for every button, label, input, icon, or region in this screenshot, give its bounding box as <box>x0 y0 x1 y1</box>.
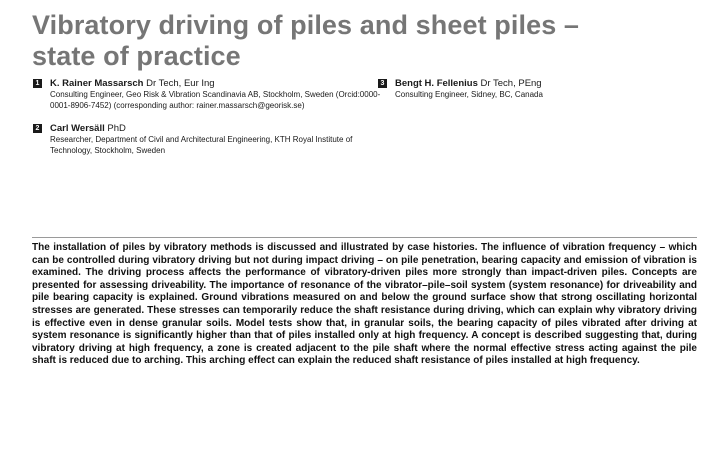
author-degree: PhD <box>107 123 126 134</box>
author-affiliation: Consulting Engineer, Sidney, BC, Canada <box>395 90 543 99</box>
author-degree: Dr Tech, Eur Ing <box>146 78 215 89</box>
author-block-2 <box>35 123 390 156</box>
author-affiliation: Researcher, Department of Civil and Architectural Engineering, KTH Royal Institute of Technology, Stockholm, Sweden <box>50 135 353 155</box>
author-number-badge: 2 <box>33 124 42 133</box>
section-divider <box>32 237 697 238</box>
author-block-1 <box>35 78 390 111</box>
author-name: K. Rainer Massarsch <box>50 78 144 89</box>
paper-title: Vibratory driving of piles and sheet piles – state of practice <box>32 10 580 71</box>
author-affiliation: Consulting Engineer, Geo Risk & Vibration Scandinavia AB, Stockholm, Sweden (Orcid:0000-0001-8906-7452) (corresponding author: rainer.massarsch@georisk.se) <box>50 90 381 110</box>
author-name-line <box>50 78 390 90</box>
author-number-badge: 1 <box>33 79 42 88</box>
author-name: Bengt H. Fellenius <box>395 78 478 89</box>
author-name-line <box>50 123 390 135</box>
author-block-3 <box>380 78 695 101</box>
abstract-text: The installation of piles by vibratory methods is discussed and illustrated by case histories. The influence of vibration frequency – which can be controlled during vibratory driving but not during impact driving – on pile penetration, bearing capacity and emission of vibration is examined. The driving process affects the performance of vibratory-driven piles more strongly than impact-driven piles. Concepts are presented for assessing driveability. The importance of resonance of the vibrator–pile–soil system (system resonance) for driveability and pile bearing capacity is explained. Ground vibrations measured on and below the ground surface show that strong oscillating horizontal stresses are generated. These stresses can temporarily reduce the shaft resistance during driving, which can explain why vibratory driving is effective even in dense granular soils. Model tests show that, in granular soils, the bearing capacity of piles vibrated after driving at system resonance is significantly higher than that of piles installed only at high frequency. A concept is described suggesting that, during vibratory driving at high frequency, a zone is created adjacent to the pile shaft where the normal effective stress acting against the pile shaft is reduced due to arching. This arching effect can explain the reduced shaft resistance of piles installed at high frequency. <box>32 242 697 367</box>
author-degree: Dr Tech, PEng <box>480 78 542 89</box>
author-number-badge: 3 <box>378 79 387 88</box>
author-name-line <box>395 78 695 90</box>
author-name: Carl Wersäll <box>50 123 105 134</box>
